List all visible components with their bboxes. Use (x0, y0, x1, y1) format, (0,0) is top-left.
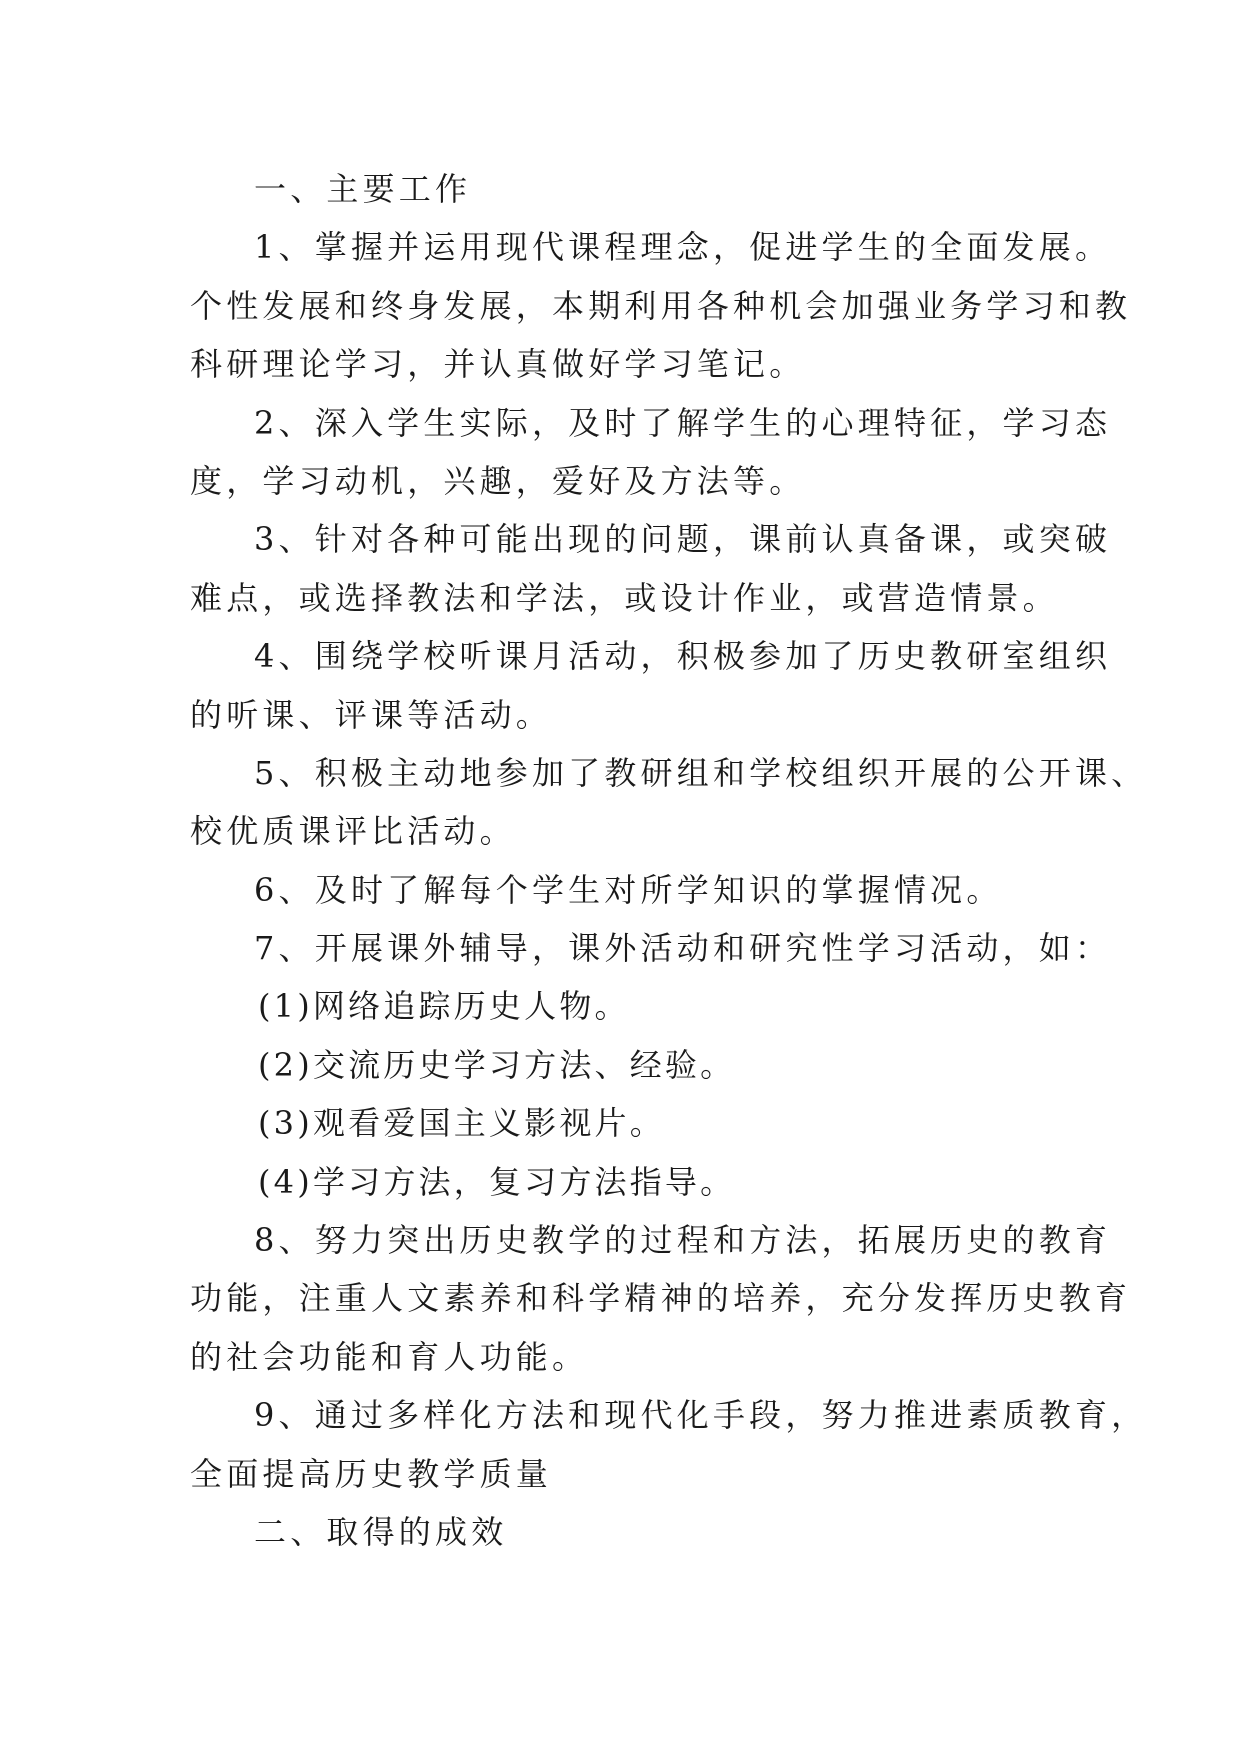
paragraph-line: 全面提高历史教学质量 (190, 1454, 553, 1493)
paragraph-line: 9、通过多样化方法和现代化手段，努力推进素质教育， (254, 1396, 1148, 1435)
section-heading-results: 二、取得的成效 (254, 1512, 508, 1551)
paragraph-line: 6、及时了解每个学生对所学知识的掌握情况。 (254, 870, 1003, 909)
paragraph-line: 难点，或选择教法和学法，或设计作业，或营造情景。 (190, 578, 1059, 617)
paragraph-line: 3、针对各种可能出现的问题，课前认真备课，或突破 (254, 520, 1112, 559)
list-item: (2)交流历史学习方法、经验。 (258, 1045, 736, 1084)
document-body (190, 160, 1148, 1561)
list-item: (4)学习方法，复习方法指导。 (258, 1162, 736, 1201)
paragraph-line: 的听课、评课等活动。 (190, 695, 553, 734)
section-heading-main-work: 一、主要工作 (254, 170, 472, 208)
paragraph-line: 的社会功能和育人功能。 (190, 1337, 589, 1376)
paragraph-line: 度，学习动机，兴趣，爱好及方法等。 (190, 461, 806, 500)
paragraph-line: 科研理论学习，并认真做好学习笔记。 (190, 345, 806, 384)
paragraph-line: 8、努力突出历史教学的过程和方法，拓展历史的教育 (254, 1221, 1112, 1260)
paragraph-line: 7、开展课外辅导，课外活动和研究性学习活动，如： (254, 929, 1112, 968)
paragraph-line: 功能，注重人文素养和科学精神的培养，充分发挥历史教育 (190, 1279, 1132, 1318)
paragraph-line: 1、掌握并运用现代课程理念，促进学生的全面发展。 (254, 228, 1112, 267)
paragraph-line: 个性发展和终身发展，本期利用各种机会加强业务学习和教 (190, 286, 1132, 325)
paragraph-line: 5、积极主动地参加了教研组和学校组织开展的公开课、 (254, 753, 1148, 792)
list-item: (3)观看爱国主义影视片。 (258, 1104, 665, 1143)
paragraph-line: 2、深入学生实际，及时了解学生的心理特征，学习态 (254, 403, 1112, 442)
paragraph-line: 校优质课评比活动。 (190, 812, 516, 851)
list-item: (1)网络追踪历史人物。 (258, 987, 630, 1026)
paragraph-line: 4、围绕学校听课月活动，积极参加了历史教研室组织 (254, 637, 1112, 676)
